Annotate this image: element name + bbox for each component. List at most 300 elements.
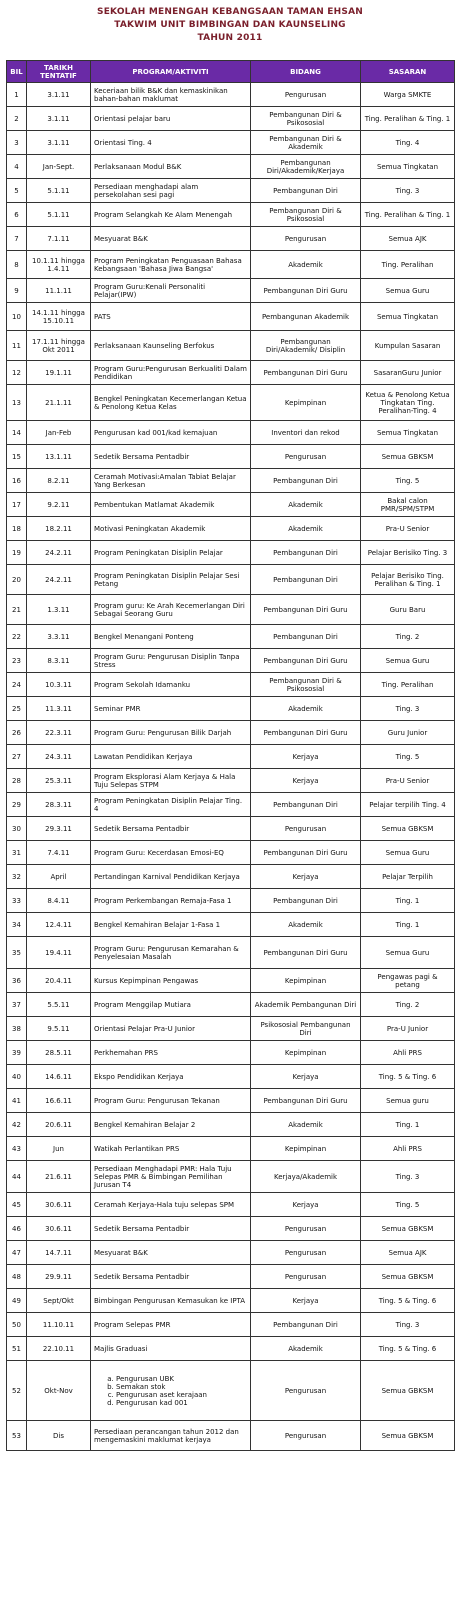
column-header-tarikh: TARIKH TENTATIF: [27, 61, 91, 83]
cell-bil: 6: [7, 203, 27, 227]
cell-bidang: Pengurusan: [251, 817, 361, 841]
cell-program: Program Peningkatan Disiplin Pelajar Sesi Petang: [91, 565, 251, 595]
cell-bil: 32: [7, 865, 27, 889]
cell-bidang: Akademik: [251, 251, 361, 279]
cell-bidang: Akademik: [251, 697, 361, 721]
cell-sasaran: Pelajar terpilih Ting. 4: [361, 793, 455, 817]
cell-sasaran: Semua Guru: [361, 841, 455, 865]
table-row: [7, 1289, 455, 1313]
cell-sasaran: Semua Guru: [361, 649, 455, 673]
cell-program: Keceriaan bilik B&K dan kemaskinikan bahan-bahan maklumat: [91, 83, 251, 107]
cell-sasaran: Semua Tingkatan: [361, 303, 455, 331]
cell-tarikh: 20.6.11: [27, 1113, 91, 1137]
cell-program: Program Menggilap Mutiara: [91, 993, 251, 1017]
cell-tarikh: 16.6.11: [27, 1089, 91, 1113]
cell-sasaran: Pelajar Berisiko Ting. 3: [361, 541, 455, 565]
table-row: [7, 1361, 455, 1421]
cell-bil: 4: [7, 155, 27, 179]
cell-bil: 15: [7, 445, 27, 469]
cell-tarikh: 18.2.11: [27, 517, 91, 541]
cell-bil: 42: [7, 1113, 27, 1137]
cell-sasaran: Pra-U Junior: [361, 1017, 455, 1041]
cell-bidang: Pengurusan: [251, 1217, 361, 1241]
cell-bidang: Akademik: [251, 517, 361, 541]
table-row: [7, 1421, 455, 1451]
cell-bidang: Pembangunan Diri: [251, 793, 361, 817]
cell-sasaran: Ting. 5 & Ting. 6: [361, 1337, 455, 1361]
table-row: [7, 673, 455, 697]
column-header-bidang: BIDANG: [251, 61, 361, 83]
cell-bidang: Kerjaya: [251, 1193, 361, 1217]
cell-program: Kursus Kepimpinan Pengawas: [91, 969, 251, 993]
cell-sasaran: Ting. 1: [361, 913, 455, 937]
column-header-sasaran: SASARAN: [361, 61, 455, 83]
cell-sasaran: Pelajar Terpilih: [361, 865, 455, 889]
document-header: [0, 0, 460, 58]
cell-bil: 1: [7, 83, 27, 107]
cell-program: [91, 1361, 251, 1421]
table-row: [7, 1161, 455, 1193]
cell-bil: 52: [7, 1361, 27, 1421]
cell-bidang: Psikososial Pembangunan Diri: [251, 1017, 361, 1041]
cell-tarikh: 5.5.11: [27, 993, 91, 1017]
table-row: [7, 721, 455, 745]
table-row: [7, 179, 455, 203]
cell-sasaran: Ting. 1: [361, 889, 455, 913]
cell-bidang: Akademik: [251, 1337, 361, 1361]
cell-sasaran: Semua GBKSM: [361, 1217, 455, 1241]
cell-bil: 43: [7, 1137, 27, 1161]
cell-tarikh: 11.10.11: [27, 1313, 91, 1337]
cell-bil: 45: [7, 1193, 27, 1217]
cell-bil: 41: [7, 1089, 27, 1113]
document-year: TAHUN 2011: [197, 33, 263, 43]
cell-bidang: Pembangunan Diri: [251, 889, 361, 913]
cell-program: Program Guru: Pengurusan Tekanan: [91, 1089, 251, 1113]
cell-tarikh: 1.3.11: [27, 595, 91, 625]
cell-sasaran: Ting. Peralihan & Ting. 1: [361, 107, 455, 131]
table-row: [7, 227, 455, 251]
table-row: [7, 155, 455, 179]
table-row: [7, 1241, 455, 1265]
cell-program: Orientasi Ting. 4: [91, 131, 251, 155]
cell-sasaran: Guru Junior: [361, 721, 455, 745]
cell-sasaran: Ketua & Penolong Ketua Tingkatan Ting. Peralihan-Ting. 4: [361, 385, 455, 421]
table-row: [7, 969, 455, 993]
cell-tarikh: 25.3.11: [27, 769, 91, 793]
cell-program: Program Peningkatan Penguasaan Bahasa Kebangsaan 'Bahasa Jiwa Bangsa': [91, 251, 251, 279]
cell-bidang: Kerjaya/Akademik: [251, 1161, 361, 1193]
cell-bidang: Pembangunan Diri Guru: [251, 361, 361, 385]
cell-bil: 10: [7, 303, 27, 331]
cell-sasaran: Ting. 3: [361, 1313, 455, 1337]
cell-tarikh: 17.1.11 hingga Okt 2011: [27, 331, 91, 361]
cell-sasaran: Ting. 3: [361, 179, 455, 203]
cell-bil: 2: [7, 107, 27, 131]
table-row: [7, 385, 455, 421]
cell-tarikh: Jan-Feb: [27, 421, 91, 445]
cell-tarikh: 9.5.11: [27, 1017, 91, 1041]
cell-program: Program Sekolah Idamanku: [91, 673, 251, 697]
cell-sasaran: Warga SMKTE: [361, 83, 455, 107]
cell-tarikh: 11.3.11: [27, 697, 91, 721]
cell-tarikh: 29.3.11: [27, 817, 91, 841]
cell-bil: 44: [7, 1161, 27, 1193]
cell-tarikh: 22.3.11: [27, 721, 91, 745]
table-row: [7, 107, 455, 131]
cell-bidang: Pengurusan: [251, 83, 361, 107]
cell-program: Bengkel Peningkatan Kecemerlangan Ketua & Penolong Ketua Kelas: [91, 385, 251, 421]
cell-sasaran: Ting. 5 & Ting. 6: [361, 1065, 455, 1089]
cell-bil: 24: [7, 673, 27, 697]
cell-program: Perlaksanaan Kaunseling Berfokus: [91, 331, 251, 361]
cell-sasaran: Semua GBKSM: [361, 1265, 455, 1289]
cell-program: Sedetik Bersama Pentadbir: [91, 1217, 251, 1241]
cell-tarikh: 30.6.11: [27, 1217, 91, 1241]
cell-bidang: Pembangunan Diri/Akademik/ Disiplin: [251, 331, 361, 361]
cell-tarikh: 7.4.11: [27, 841, 91, 865]
table-row: [7, 1017, 455, 1041]
cell-program: Pertandingan Karnival Pendidikan Kerjaya: [91, 865, 251, 889]
cell-bil: 23: [7, 649, 27, 673]
table-row: [7, 697, 455, 721]
cell-bil: 53: [7, 1421, 27, 1451]
table-row: [7, 913, 455, 937]
table-row: [7, 1113, 455, 1137]
cell-tarikh: Sept/Okt: [27, 1289, 91, 1313]
cell-bidang: Pengurusan: [251, 1421, 361, 1451]
cell-program: Ceramah Motivasi:Amalan Tabiat Belajar Yang Berkesan: [91, 469, 251, 493]
cell-bidang: Kerjaya: [251, 1289, 361, 1313]
cell-bidang: Pembangunan Diri & Psikososial: [251, 203, 361, 227]
cell-sasaran: Ting. 5: [361, 469, 455, 493]
cell-tarikh: 24.2.11: [27, 565, 91, 595]
cell-tarikh: 30.6.11: [27, 1193, 91, 1217]
cell-tarikh: Jun: [27, 1137, 91, 1161]
cell-sasaran: Bakal calon PMR/SPM/STPM: [361, 493, 455, 517]
table-row: [7, 1041, 455, 1065]
cell-tarikh: 10.1.11 hingga 1.4.11: [27, 251, 91, 279]
cell-sasaran: Semua GBKSM: [361, 445, 455, 469]
table-row: [7, 793, 455, 817]
table-body: [7, 83, 455, 1451]
cell-bidang: Pembangunan Diri Guru: [251, 841, 361, 865]
cell-tarikh: 24.2.11: [27, 541, 91, 565]
table-row: [7, 203, 455, 227]
cell-program: Motivasi Peningkatan Akademik: [91, 517, 251, 541]
cell-program: Sedetik Bersama Pentadbir: [91, 817, 251, 841]
cell-tarikh: 19.1.11: [27, 361, 91, 385]
cell-bil: 35: [7, 937, 27, 969]
cell-sasaran: Semua guru: [361, 1089, 455, 1113]
cell-sasaran: Ting. 2: [361, 625, 455, 649]
cell-program: Persediaan menghadapi alam persekolahan sesi pagi: [91, 179, 251, 203]
table-row: [7, 817, 455, 841]
cell-bidang: Kerjaya: [251, 865, 361, 889]
table-row: [7, 1217, 455, 1241]
cell-program: Sedetik Bersama Pentadbir: [91, 445, 251, 469]
cell-bil: 36: [7, 969, 27, 993]
cell-bidang: Kepimpinan: [251, 385, 361, 421]
cell-bidang: Pembangunan Diri: [251, 1313, 361, 1337]
cell-program: Program Guru: Pengurusan Disiplin Tanpa Stress: [91, 649, 251, 673]
table-row: [7, 625, 455, 649]
table-row: [7, 1313, 455, 1337]
cell-bil: 34: [7, 913, 27, 937]
cell-program: Persediaan perancangan tahun 2012 dan mengemaskini maklumat kerjaya: [91, 1421, 251, 1451]
cell-program: Program Eksplorasi Alam Kerjaya & Hala Tuju Selepas STPM: [91, 769, 251, 793]
cell-bil: 51: [7, 1337, 27, 1361]
cell-bidang: Inventori dan rekod: [251, 421, 361, 445]
cell-tarikh: 24.3.11: [27, 745, 91, 769]
program-list-item: a. Pengurusan UBK: [116, 1375, 247, 1383]
cell-bil: 47: [7, 1241, 27, 1265]
cell-sasaran: Ting. Peralihan: [361, 251, 455, 279]
cell-bidang: Pembangunan Diri: [251, 565, 361, 595]
cell-tarikh: April: [27, 865, 91, 889]
cell-tarikh: 20.4.11: [27, 969, 91, 993]
table-row: [7, 541, 455, 565]
cell-sasaran: Ahli PRS: [361, 1137, 455, 1161]
cell-tarikh: 29.9.11: [27, 1265, 91, 1289]
cell-program: Program Guru:Kenali Personaliti Pelajar(IPW): [91, 279, 251, 303]
cell-tarikh: 28.3.11: [27, 793, 91, 817]
cell-tarikh: 14.1.11 hingga 15.10.11: [27, 303, 91, 331]
cell-sasaran: Semua AJK: [361, 1241, 455, 1265]
cell-bil: 11: [7, 331, 27, 361]
cell-sasaran: Ahli PRS: [361, 1041, 455, 1065]
cell-bil: 25: [7, 697, 27, 721]
cell-sasaran: Ting. Peralihan: [361, 673, 455, 697]
cell-sasaran: Pra-U Senior: [361, 517, 455, 541]
cell-sasaran: Ting. Peralihan & Ting. 1: [361, 203, 455, 227]
cell-program: Mesyuarat B&K: [91, 227, 251, 251]
cell-bidang: Akademik: [251, 913, 361, 937]
cell-tarikh: 8.2.11: [27, 469, 91, 493]
cell-program: Program guru: Ke Arah Kecemerlangan Diri Sebagai Seorang Guru: [91, 595, 251, 625]
cell-bidang: Pengurusan: [251, 227, 361, 251]
cell-tarikh: 14.6.11: [27, 1065, 91, 1089]
cell-program: Bengkel Kemahiran Belajar 2: [91, 1113, 251, 1137]
cell-bidang: Pembangunan Diri & Akademik: [251, 131, 361, 155]
cell-sasaran: Semua Tingkatan: [361, 421, 455, 445]
cell-tarikh: 11.1.11: [27, 279, 91, 303]
cell-program: Program Guru: Kecerdasan Emosi-EQ: [91, 841, 251, 865]
cell-program: Program Selangkah Ke Alam Menengah: [91, 203, 251, 227]
cell-bidang: Pembangunan Diri/Akademik/Kerjaya: [251, 155, 361, 179]
cell-bidang: Pengurusan: [251, 1265, 361, 1289]
cell-bil: 33: [7, 889, 27, 913]
cell-bil: 7: [7, 227, 27, 251]
cell-program: Perkhemahan PRS: [91, 1041, 251, 1065]
cell-program: Pembentukan Matlamat Akademik: [91, 493, 251, 517]
cell-bil: 50: [7, 1313, 27, 1337]
cell-bidang: Pembangunan Diri: [251, 625, 361, 649]
cell-sasaran: SasaranGuru Junior: [361, 361, 455, 385]
cell-bidang: Pembangunan Diri Guru: [251, 937, 361, 969]
cell-bil: 12: [7, 361, 27, 385]
cell-program: Seminar PMR: [91, 697, 251, 721]
table-row: [7, 83, 455, 107]
cell-bidang: Kepimpinan: [251, 1137, 361, 1161]
cell-bil: 5: [7, 179, 27, 203]
cell-bil: 28: [7, 769, 27, 793]
column-header-program: PROGRAM/AKTIVITI: [91, 61, 251, 83]
cell-sasaran: Ting. 4: [361, 131, 455, 155]
cell-tarikh: Jan-Sept.: [27, 155, 91, 179]
cell-program: Majlis Graduasi: [91, 1337, 251, 1361]
cell-bil: 49: [7, 1289, 27, 1313]
cell-bil: 14: [7, 421, 27, 445]
cell-bidang: Kerjaya: [251, 745, 361, 769]
cell-sasaran: Semua Tingkatan: [361, 155, 455, 179]
cell-program: Program Peningkatan Disiplin Pelajar: [91, 541, 251, 565]
table-row: [7, 937, 455, 969]
table-row: [7, 517, 455, 541]
cell-program: Program Guru:Pengurusan Berkualiti Dalam Pendidikan: [91, 361, 251, 385]
cell-bil: 29: [7, 793, 27, 817]
cell-bidang: Pembangunan Akademik: [251, 303, 361, 331]
cell-bidang: Pembangunan Diri Guru: [251, 1089, 361, 1113]
cell-tarikh: 22.10.11: [27, 1337, 91, 1361]
cell-sasaran: Pengawas pagi & petang: [361, 969, 455, 993]
cell-sasaran: Pra-U Senior: [361, 769, 455, 793]
cell-bil: 40: [7, 1065, 27, 1089]
cell-tarikh: 9.2.11: [27, 493, 91, 517]
cell-sasaran: Ting. 3: [361, 697, 455, 721]
cell-sasaran: Semua GBKSM: [361, 1421, 455, 1451]
calendar-table: [6, 60, 455, 1451]
cell-program: Mesyuarat B&K: [91, 1241, 251, 1265]
cell-program: PATS: [91, 303, 251, 331]
cell-tarikh: 8.4.11: [27, 889, 91, 913]
table-row: [7, 1337, 455, 1361]
table-row: [7, 331, 455, 361]
cell-tarikh: Dis: [27, 1421, 91, 1451]
cell-tarikh: 12.4.11: [27, 913, 91, 937]
cell-program: Persediaan Menghadapi PMR: Hala Tuju Selepas PMR & Bimbingan Pemilihan Jurusan T4: [91, 1161, 251, 1193]
cell-bidang: Akademik: [251, 493, 361, 517]
cell-program: Program Guru: Pengurusan Bilik Darjah: [91, 721, 251, 745]
cell-bil: 38: [7, 1017, 27, 1041]
cell-bil: 48: [7, 1265, 27, 1289]
cell-tarikh: 3.1.11: [27, 107, 91, 131]
cell-bil: 9: [7, 279, 27, 303]
table-row: [7, 1089, 455, 1113]
cell-bidang: Pembangunan Diri Guru: [251, 721, 361, 745]
program-list: [94, 1375, 247, 1407]
table-row: [7, 1137, 455, 1161]
cell-program: Bimbingan Pengurusan Kemasukan ke IPTA: [91, 1289, 251, 1313]
cell-bil: 16: [7, 469, 27, 493]
cell-bil: 39: [7, 1041, 27, 1065]
cell-program: Bengkel Menangani Ponteng: [91, 625, 251, 649]
cell-bidang: Kepimpinan: [251, 969, 361, 993]
cell-bil: 26: [7, 721, 27, 745]
table-row: [7, 279, 455, 303]
table-row: [7, 1193, 455, 1217]
cell-bil: 27: [7, 745, 27, 769]
cell-sasaran: Ting. 3: [361, 1161, 455, 1193]
cell-sasaran: Ting. 2: [361, 993, 455, 1017]
cell-tarikh: 13.1.11: [27, 445, 91, 469]
cell-tarikh: 28.5.11: [27, 1041, 91, 1065]
table-row: [7, 769, 455, 793]
cell-tarikh: 10.3.11: [27, 673, 91, 697]
table-row: [7, 1265, 455, 1289]
cell-sasaran: Guru Baru: [361, 595, 455, 625]
cell-sasaran: Semua GBKSM: [361, 817, 455, 841]
cell-tarikh: 3.1.11: [27, 131, 91, 155]
cell-tarikh: 3.3.11: [27, 625, 91, 649]
column-header-bil: BIL: [7, 61, 27, 83]
cell-bil: 8: [7, 251, 27, 279]
cell-tarikh: Okt-Nov: [27, 1361, 91, 1421]
cell-program: Program Perkembangan Remaja-Fasa 1: [91, 889, 251, 913]
table-row: [7, 993, 455, 1017]
cell-bil: 31: [7, 841, 27, 865]
cell-bil: 37: [7, 993, 27, 1017]
cell-sasaran: Ting. 1: [361, 1113, 455, 1137]
cell-bil: 17: [7, 493, 27, 517]
table-row: [7, 565, 455, 595]
cell-tarikh: 8.3.11: [27, 649, 91, 673]
table-row: [7, 361, 455, 385]
cell-tarikh: 21.6.11: [27, 1161, 91, 1193]
cell-program: Ceramah Kerjaya-Hala tuju selepas SPM: [91, 1193, 251, 1217]
cell-tarikh: 5.1.11: [27, 179, 91, 203]
cell-bidang: Pembangunan Diri: [251, 541, 361, 565]
table-row: [7, 649, 455, 673]
cell-bidang: Pembangunan Diri & Psikososial: [251, 107, 361, 131]
table-row: [7, 745, 455, 769]
cell-program: Orientasi Pelajar Pra-U Junior: [91, 1017, 251, 1041]
table-row: [7, 251, 455, 279]
table-row: [7, 595, 455, 625]
program-list-item: b. Semakan stok: [116, 1383, 247, 1391]
cell-bidang: Pengurusan: [251, 1361, 361, 1421]
cell-sasaran: Semua Guru: [361, 279, 455, 303]
cell-bidang: Kerjaya: [251, 769, 361, 793]
cell-bil: 22: [7, 625, 27, 649]
cell-sasaran: Kumpulan Sasaran: [361, 331, 455, 361]
cell-tarikh: 19.4.11: [27, 937, 91, 969]
cell-sasaran: Ting. 5: [361, 745, 455, 769]
cell-bil: 3: [7, 131, 27, 155]
cell-bil: 46: [7, 1217, 27, 1241]
cell-bil: 19: [7, 541, 27, 565]
table-row: [7, 445, 455, 469]
cell-program: Watikah Perlantikan PRS: [91, 1137, 251, 1161]
cell-tarikh: 14.7.11: [27, 1241, 91, 1265]
program-list-item: d. Pengurusan kad 001: [116, 1399, 247, 1407]
cell-tarikh: 7.1.11: [27, 227, 91, 251]
cell-bidang: Pengurusan: [251, 445, 361, 469]
table-row: [7, 865, 455, 889]
table-row: [7, 469, 455, 493]
table-row: [7, 889, 455, 913]
cell-bidang: Pembangunan Diri: [251, 469, 361, 493]
cell-bidang: Pembangunan Diri Guru: [251, 649, 361, 673]
cell-bidang: Pembangunan Diri & Psikososial: [251, 673, 361, 697]
cell-sasaran: Semua AJK: [361, 227, 455, 251]
cell-program: Program Peningkatan Disiplin Pelajar Ting. 4: [91, 793, 251, 817]
cell-sasaran: Ting. 5 & Ting. 6: [361, 1289, 455, 1313]
table-row: [7, 493, 455, 517]
table-row: [7, 303, 455, 331]
cell-bidang: Pembangunan Diri: [251, 179, 361, 203]
cell-sasaran: Semua Guru: [361, 937, 455, 969]
